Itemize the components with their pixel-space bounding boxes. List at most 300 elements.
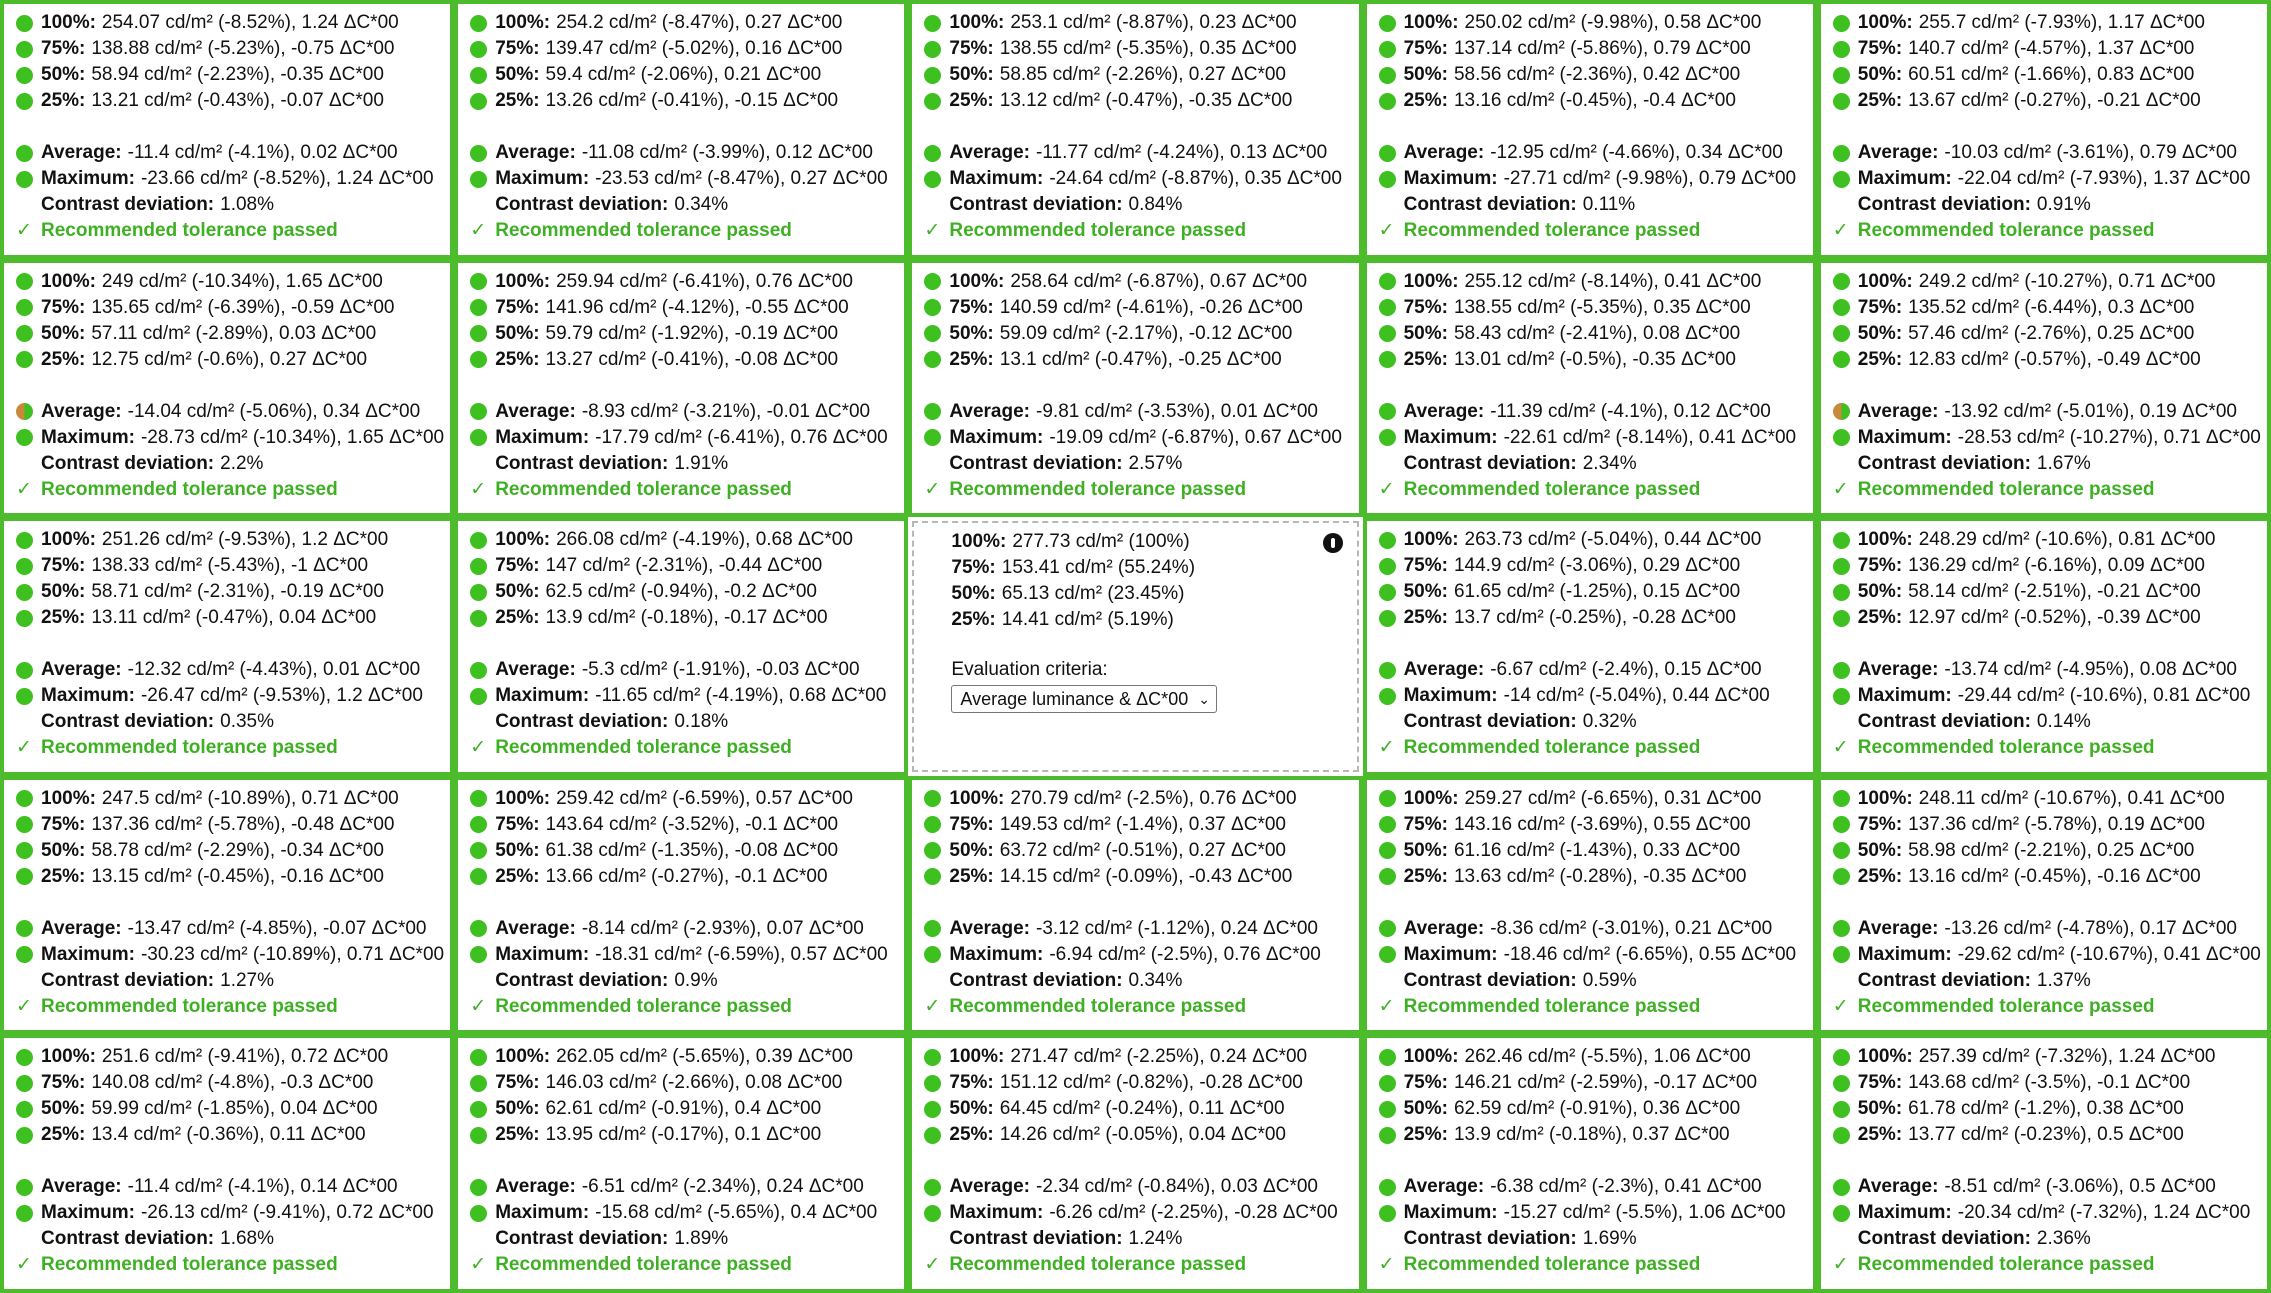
row-average [924, 916, 1348, 942]
row-contrast [16, 1226, 440, 1252]
row-maximum [1379, 942, 1803, 968]
tolerance-passed-label: Recommended tolerance passed [1857, 478, 2155, 500]
uniformity-cell [1817, 0, 2271, 259]
status-dot-icon [16, 688, 33, 705]
status-dot-icon [1379, 41, 1396, 58]
row-label: Average: [1403, 400, 1485, 422]
row-25 [16, 347, 440, 373]
row-50 [470, 838, 894, 864]
row-label: Average: [949, 400, 1031, 422]
evaluation-criteria-select[interactable]: Average luminance & ΔC*00 ⌄ [951, 685, 1217, 713]
tolerance-passed-label: Recommended tolerance passed [1403, 1254, 1701, 1276]
status-dot-icon [470, 325, 487, 342]
row-average [16, 140, 440, 166]
row-value: 249 cd/m² (-10.34%), 1.65 ΔC*00 [101, 270, 383, 292]
row-label: 50%: [1857, 64, 1903, 85]
status-dot-icon [470, 790, 487, 807]
row-25 [470, 1122, 894, 1148]
row-value: 60.51 cd/m² (-1.66%), 0.83 ΔC*00 [1908, 64, 2195, 85]
status-dot-icon [924, 946, 941, 963]
row-label: 50%: [1403, 839, 1448, 861]
row-label: Average: [41, 1176, 122, 1198]
row-50 [470, 1096, 894, 1122]
row-average [1833, 399, 2257, 425]
status-dot-icon [470, 67, 487, 84]
row-value: -11.65 cd/m² (-4.19%), 0.68 ΔC*00 [595, 685, 887, 707]
row-50 [1379, 838, 1803, 864]
uniformity-cell [1363, 517, 1817, 776]
status-dot-icon [1833, 946, 1850, 963]
row-label: 100%: [41, 529, 96, 551]
row-average [1379, 1174, 1803, 1200]
status-dot-icon [1833, 558, 1850, 575]
row-100 [16, 10, 440, 36]
checkmark-icon: ✓ [1378, 220, 1395, 241]
row-label: 25%: [949, 90, 994, 111]
row-label: 50%: [41, 322, 86, 344]
chevron-down-icon: ⌄ [1198, 690, 1210, 707]
status-dot-icon [16, 1049, 33, 1066]
row-contrast [1379, 451, 1803, 477]
status-dot-icon [924, 351, 941, 368]
tolerance-status [924, 1252, 1348, 1278]
status-dot-icon [1379, 946, 1396, 963]
tolerance-passed-label: Recommended tolerance passed [1857, 737, 2155, 759]
row-label: Contrast deviation: [949, 452, 1123, 474]
uniformity-cell [1363, 259, 1817, 518]
row-label: Maximum: [495, 168, 590, 189]
status-dot-icon [924, 41, 941, 58]
row-value: 58.14 cd/m² (-2.51%), -0.21 ΔC*00 [1908, 581, 2201, 603]
row-50 [1379, 321, 1803, 347]
status-dot-icon [1379, 816, 1396, 833]
uniformity-cell [0, 1034, 454, 1293]
row-value: 138.33 cd/m² (-5.43%), -1 ΔC*00 [91, 555, 369, 577]
row-100 [1379, 269, 1803, 295]
checkmark-icon: ✓ [470, 737, 487, 759]
row-value: 259.94 cd/m² (-6.41%), 0.76 ΔC*00 [556, 270, 853, 292]
row-label: 25%: [1857, 607, 1903, 629]
row-label: Average: [1403, 917, 1485, 939]
row-label: Maximum: [41, 426, 135, 448]
row-value: 146.03 cd/m² (-2.66%), 0.08 ΔC*00 [545, 1072, 843, 1094]
row-value: 0.59% [1582, 969, 1637, 991]
row-maximum [1833, 942, 2261, 968]
row-75 [16, 295, 440, 321]
row-value: 13.01 cd/m² (-0.5%), -0.35 ΔC*00 [1453, 348, 1736, 370]
row-label: Average: [1403, 659, 1485, 681]
row-value: -12.32 cd/m² (-4.43%), 0.01 ΔC*00 [127, 659, 421, 681]
row-label: Average: [495, 917, 576, 939]
row-25 [470, 347, 894, 373]
row-label: Contrast deviation: [1403, 969, 1577, 991]
row-value: -14.04 cd/m² (-5.06%), 0.34 ΔC*00 [127, 400, 421, 422]
status-dot-icon [924, 15, 941, 32]
row-average [924, 1174, 1348, 1200]
row-100 [1379, 10, 1803, 36]
status-dot-icon [1833, 403, 1850, 420]
row-label: 75%: [1857, 296, 1903, 318]
row-value: 61.38 cd/m² (-1.35%), -0.08 ΔC*00 [545, 839, 839, 861]
row-contrast [470, 968, 894, 994]
row-label: Average: [949, 1176, 1031, 1198]
row-label: Maximum: [1403, 943, 1498, 965]
row-value: 13.15 cd/m² (-0.45%), -0.16 ΔC*00 [91, 865, 384, 887]
row-label: Contrast deviation: [41, 452, 215, 474]
row-label: 100%: [41, 270, 96, 292]
status-dot-icon [924, 93, 941, 110]
row-75 [16, 812, 440, 838]
status-dot-icon [16, 273, 33, 290]
row-label: 100%: [495, 270, 551, 292]
tolerance-status [1379, 1252, 1803, 1278]
row-value: 271.47 cd/m² (-2.25%), 0.24 ΔC*00 [1010, 1046, 1308, 1068]
row-value: -6.51 cd/m² (-2.34%), 0.24 ΔC*00 [581, 1176, 864, 1198]
row-value: -13.26 cd/m² (-4.78%), 0.17 ΔC*00 [1944, 917, 2237, 939]
row-value: 13.9 cd/m² (-0.18%), 0.37 ΔC*00 [1453, 1124, 1730, 1146]
row-100 [924, 786, 1348, 812]
tolerance-status [924, 477, 1348, 503]
row-75 [1379, 295, 1803, 321]
row-value: 2.36% [2036, 1228, 2091, 1250]
row-value: -8.93 cd/m² (-3.21%), -0.01 ΔC*00 [581, 400, 871, 422]
row-value: 141.96 cd/m² (-4.12%), -0.55 ΔC*00 [545, 296, 849, 318]
row-value: 0.34% [674, 194, 729, 215]
row-average [470, 399, 894, 425]
status-dot-icon [470, 1075, 487, 1092]
row-average [1379, 916, 1803, 942]
reference-row-100: 100%: 277.73 cd/m² (100%) [951, 531, 1190, 553]
status-dot-icon [16, 325, 33, 342]
row-contrast [1833, 968, 2257, 994]
row-label: 50%: [41, 581, 86, 603]
row-label: 75%: [495, 296, 540, 318]
uniformity-cell [0, 517, 454, 776]
row-label: Contrast deviation: [495, 711, 669, 733]
row-value: 259.42 cd/m² (-6.59%), 0.57 ΔC*00 [556, 787, 853, 809]
row-value: 254.2 cd/m² (-8.47%), 0.27 ΔC*00 [556, 12, 843, 33]
tolerance-status [1833, 1252, 2257, 1278]
status-dot-icon [470, 403, 487, 420]
row-label: 75%: [41, 1072, 86, 1094]
row-value: 13.16 cd/m² (-0.45%), -0.4 ΔC*00 [1453, 90, 1736, 111]
row-label: Contrast deviation: [1857, 1228, 2031, 1250]
status-dot-icon [470, 299, 487, 316]
tolerance-status [1379, 477, 1803, 503]
row-value: 1.69% [1582, 1228, 1637, 1250]
status-dot-icon [16, 610, 33, 627]
checkmark-icon: ✓ [1832, 995, 1849, 1017]
row-label: 25%: [495, 348, 540, 370]
row-value: -18.46 cd/m² (-6.65%), 0.55 ΔC*00 [1503, 943, 1797, 965]
row-label: Average: [41, 659, 122, 681]
checkmark-icon: ✓ [924, 220, 941, 241]
uniformity-cell [0, 0, 454, 259]
row-value: 262.05 cd/m² (-5.65%), 0.39 ΔC*00 [556, 1046, 853, 1068]
row-value: 12.75 cd/m² (-0.6%), 0.27 ΔC*00 [91, 348, 368, 370]
tolerance-status [16, 735, 440, 761]
status-dot-icon [1833, 688, 1850, 705]
row-label: 25%: [495, 865, 540, 887]
row-50 [1379, 62, 1803, 88]
row-value: 1.67% [2036, 452, 2091, 474]
row-25 [924, 347, 1348, 373]
status-dot-icon [470, 532, 487, 549]
row-100 [470, 527, 894, 553]
row-value: -6.94 cd/m² (-2.5%), 0.76 ΔC*00 [1049, 943, 1321, 965]
row-75 [1833, 812, 2257, 838]
uniformity-cell [1817, 1034, 2271, 1293]
status-dot-icon [1379, 15, 1396, 32]
status-dot-icon [1379, 403, 1396, 420]
tolerance-passed-label: Recommended tolerance passed [1403, 737, 1701, 759]
status-dot-icon [16, 842, 33, 859]
row-value: 13.7 cd/m² (-0.25%), -0.28 ΔC*00 [1453, 607, 1736, 629]
row-50 [924, 62, 1348, 88]
tolerance-status [1833, 994, 2257, 1020]
status-dot-icon [16, 67, 33, 84]
row-value: -11.08 cd/m² (-3.99%), 0.12 ΔC*00 [581, 142, 873, 163]
row-value: -6.26 cd/m² (-2.25%), -0.28 ΔC*00 [1049, 1202, 1338, 1224]
row-value: 270.79 cd/m² (-2.5%), 0.76 ΔC*00 [1010, 787, 1297, 809]
uniformity-cell [0, 776, 454, 1035]
row-label: Maximum: [949, 1202, 1044, 1224]
row-50 [16, 321, 440, 347]
row-label: Maximum: [1857, 168, 1952, 189]
row-75 [16, 36, 440, 62]
status-dot-icon [16, 93, 33, 110]
info-icon[interactable] [1323, 533, 1343, 553]
row-label: 50%: [495, 64, 540, 85]
status-dot-icon [1833, 41, 1850, 58]
row-value: 248.11 cd/m² (-10.67%), 0.41 ΔC*00 [1918, 787, 2225, 809]
row-average [470, 1174, 894, 1200]
row-value: -28.73 cd/m² (-10.34%), 1.65 ΔC*00 [140, 426, 445, 448]
row-value: 135.52 cd/m² (-6.44%), 0.3 ΔC*00 [1908, 296, 2195, 318]
row-label: Maximum: [495, 426, 590, 448]
checkmark-icon: ✓ [924, 995, 941, 1017]
status-dot-icon [470, 171, 487, 188]
row-value: 250.02 cd/m² (-9.98%), 0.58 ΔC*00 [1464, 12, 1762, 33]
row-label: 25%: [1403, 1124, 1448, 1146]
row-label: 50%: [1857, 1098, 1903, 1120]
status-dot-icon [16, 584, 33, 601]
row-100 [924, 10, 1348, 36]
row-value: 138.55 cd/m² (-5.35%), 0.35 ΔC*00 [999, 38, 1297, 59]
row-label: Average: [949, 917, 1031, 939]
row-label: Contrast deviation: [949, 969, 1123, 991]
checkmark-icon: ✓ [1378, 1254, 1395, 1276]
row-value: 1.24% [1128, 1228, 1183, 1250]
status-dot-icon [16, 816, 33, 833]
tolerance-passed-label: Recommended tolerance passed [495, 478, 792, 500]
row-value: -12.95 cd/m² (-4.66%), 0.34 ΔC*00 [1490, 142, 1783, 163]
row-contrast [470, 451, 894, 477]
row-label: Contrast deviation: [1857, 711, 2031, 733]
row-value: 0.35% [220, 711, 274, 733]
row-maximum [16, 942, 445, 968]
status-dot-icon [470, 688, 487, 705]
row-value: -26.47 cd/m² (-9.53%), 1.2 ΔC*00 [140, 685, 423, 707]
row-75 [1379, 812, 1803, 838]
row-label: 50%: [1403, 581, 1448, 603]
row-maximum [1379, 425, 1803, 451]
status-dot-icon [1833, 790, 1850, 807]
status-dot-icon [1833, 15, 1850, 32]
row-75 [924, 1070, 1348, 1096]
status-dot-icon [1833, 171, 1850, 188]
row-label: 75%: [1403, 555, 1448, 577]
row-25 [924, 864, 1348, 890]
row-value: 57.46 cd/m² (-2.76%), 0.25 ΔC*00 [1908, 322, 2195, 344]
tolerance-passed-label: Recommended tolerance passed [949, 995, 1247, 1017]
row-label: Maximum: [495, 1202, 590, 1224]
row-value: -11.4 cd/m² (-4.1%), 0.02 ΔC*00 [127, 142, 398, 163]
row-value: 2.57% [1128, 452, 1183, 474]
row-label: Contrast deviation: [1857, 969, 2031, 991]
tolerance-passed-label: Recommended tolerance passed [949, 1254, 1247, 1276]
status-dot-icon [16, 15, 33, 32]
row-100 [1833, 527, 2257, 553]
row-value: -2.34 cd/m² (-0.84%), 0.03 ΔC*00 [1036, 1176, 1318, 1198]
row-label: 25%: [41, 865, 86, 887]
row-label: Contrast deviation: [1403, 1228, 1577, 1250]
row-50 [1833, 579, 2257, 605]
status-dot-icon [1379, 584, 1396, 601]
row-label: Contrast deviation: [41, 969, 215, 991]
row-contrast [1833, 451, 2257, 477]
row-value: 257.39 cd/m² (-7.32%), 1.24 ΔC*00 [1918, 1046, 2216, 1068]
row-value: 143.68 cd/m² (-3.5%), -0.1 ΔC*00 [1908, 1072, 2191, 1094]
row-label: 50%: [1857, 839, 1903, 861]
tolerance-passed-label: Recommended tolerance passed [949, 478, 1247, 500]
status-dot-icon [16, 790, 33, 807]
row-100 [16, 1044, 440, 1070]
status-dot-icon [1833, 1075, 1850, 1092]
row-25 [1379, 1122, 1803, 1148]
row-value: -8.51 cd/m² (-3.06%), 0.5 ΔC*00 [1944, 1176, 2216, 1198]
row-label: 50%: [41, 64, 86, 85]
row-value: -20.34 cd/m² (-7.32%), 1.24 ΔC*00 [1957, 1202, 2251, 1224]
row-value: -30.23 cd/m² (-10.89%), 0.71 ΔC*00 [140, 943, 445, 965]
row-value: 138.55 cd/m² (-5.35%), 0.35 ΔC*00 [1453, 296, 1751, 318]
row-average [1833, 140, 2257, 166]
row-75 [924, 295, 1348, 321]
row-25 [1833, 88, 2257, 114]
row-value: -27.71 cd/m² (-9.98%), 0.79 ΔC*00 [1503, 168, 1797, 189]
checkmark-icon: ✓ [924, 478, 941, 500]
row-average [470, 140, 894, 166]
row-value: 258.64 cd/m² (-6.87%), 0.67 ΔC*00 [1010, 270, 1308, 292]
row-100 [470, 786, 894, 812]
row-value: 13.12 cd/m² (-0.47%), -0.35 ΔC*00 [999, 90, 1293, 111]
row-value: 266.08 cd/m² (-4.19%), 0.68 ΔC*00 [556, 529, 853, 551]
row-100 [1833, 786, 2257, 812]
reference-row-25: 25%: 14.41 cd/m² (5.19%) [951, 609, 1174, 631]
status-dot-icon [924, 67, 941, 84]
status-dot-icon [1379, 1075, 1396, 1092]
row-value: 149.53 cd/m² (-1.4%), 0.37 ΔC*00 [999, 813, 1286, 835]
row-value: 2.2% [220, 452, 264, 474]
row-value: -15.27 cd/m² (-5.5%), 1.06 ΔC*00 [1503, 1202, 1786, 1224]
row-75 [1833, 36, 2257, 62]
tolerance-status [470, 735, 894, 761]
row-label: Contrast deviation: [949, 1228, 1123, 1250]
row-maximum [470, 683, 894, 709]
row-label: 75%: [1403, 38, 1448, 59]
row-value: 146.21 cd/m² (-2.59%), -0.17 ΔC*00 [1453, 1072, 1758, 1094]
row-label: Maximum: [1857, 1202, 1952, 1224]
row-value: 138.88 cd/m² (-5.23%), -0.75 ΔC*00 [91, 38, 395, 59]
row-maximum [1833, 425, 2261, 451]
uniformity-cell [1817, 776, 2271, 1035]
row-25 [1833, 347, 2257, 373]
row-value: -13.92 cd/m² (-5.01%), 0.19 ΔC*00 [1944, 400, 2237, 422]
row-contrast [1833, 1226, 2257, 1252]
row-label: Average: [1857, 142, 1939, 163]
status-dot-icon [1833, 299, 1850, 316]
row-label: 50%: [949, 322, 994, 344]
row-maximum [924, 425, 1348, 451]
row-label: Average: [1857, 1176, 1939, 1198]
row-value: 59.99 cd/m² (-1.85%), 0.04 ΔC*00 [91, 1098, 378, 1120]
row-value: 13.11 cd/m² (-0.47%), 0.04 ΔC*00 [91, 607, 377, 629]
row-label: 50%: [1403, 64, 1448, 85]
row-maximum [1379, 1200, 1803, 1226]
row-50 [1833, 838, 2257, 864]
row-maximum [924, 942, 1348, 968]
row-value: -15.68 cd/m² (-5.65%), 0.4 ΔC*00 [595, 1202, 878, 1224]
row-label: 75%: [1857, 813, 1903, 835]
row-value: 13.67 cd/m² (-0.27%), -0.21 ΔC*00 [1908, 90, 2201, 111]
row-label: 100%: [1857, 12, 1913, 33]
tolerance-passed-label: Recommended tolerance passed [949, 220, 1247, 241]
tolerance-passed-label: Recommended tolerance passed [495, 220, 792, 241]
row-50 [16, 1096, 440, 1122]
row-value: 247.5 cd/m² (-10.89%), 0.71 ΔC*00 [101, 787, 399, 809]
row-value: 140.7 cd/m² (-4.57%), 1.37 ΔC*00 [1908, 38, 2195, 59]
status-dot-icon [1379, 145, 1396, 162]
row-label: 25%: [41, 348, 86, 370]
row-average [1833, 657, 2257, 683]
row-value: 58.43 cd/m² (-2.41%), 0.08 ΔC*00 [1453, 322, 1741, 344]
status-dot-icon [1833, 1049, 1850, 1066]
checkmark-icon: ✓ [16, 220, 32, 241]
row-value: 248.29 cd/m² (-10.6%), 0.81 ΔC*00 [1918, 529, 2216, 551]
status-dot-icon [924, 145, 941, 162]
row-contrast [924, 968, 1348, 994]
checkmark-icon: ✓ [16, 478, 32, 500]
status-dot-icon [924, 868, 941, 885]
row-value: 58.85 cd/m² (-2.26%), 0.27 ΔC*00 [999, 64, 1286, 85]
row-label: 75%: [949, 296, 994, 318]
row-average [1833, 1174, 2257, 1200]
row-label: 25%: [495, 90, 540, 111]
row-label: Contrast deviation: [1403, 452, 1577, 474]
status-dot-icon [1379, 610, 1396, 627]
status-dot-icon [924, 816, 941, 833]
row-value: 58.94 cd/m² (-2.23%), -0.35 ΔC*00 [91, 64, 384, 85]
row-value: -5.3 cd/m² (-1.91%), -0.03 ΔC*00 [581, 659, 860, 681]
row-value: 58.71 cd/m² (-2.31%), -0.19 ΔC*00 [91, 581, 384, 603]
row-value: -11.39 cd/m² (-4.1%), 0.12 ΔC*00 [1490, 400, 1771, 422]
row-label: Contrast deviation: [1403, 711, 1577, 733]
row-value: -14 cd/m² (-5.04%), 0.44 ΔC*00 [1503, 685, 1770, 707]
row-contrast [16, 709, 440, 735]
row-value: -6.67 cd/m² (-2.4%), 0.15 ΔC*00 [1490, 659, 1762, 681]
row-maximum [470, 425, 894, 451]
status-dot-icon [16, 171, 33, 188]
